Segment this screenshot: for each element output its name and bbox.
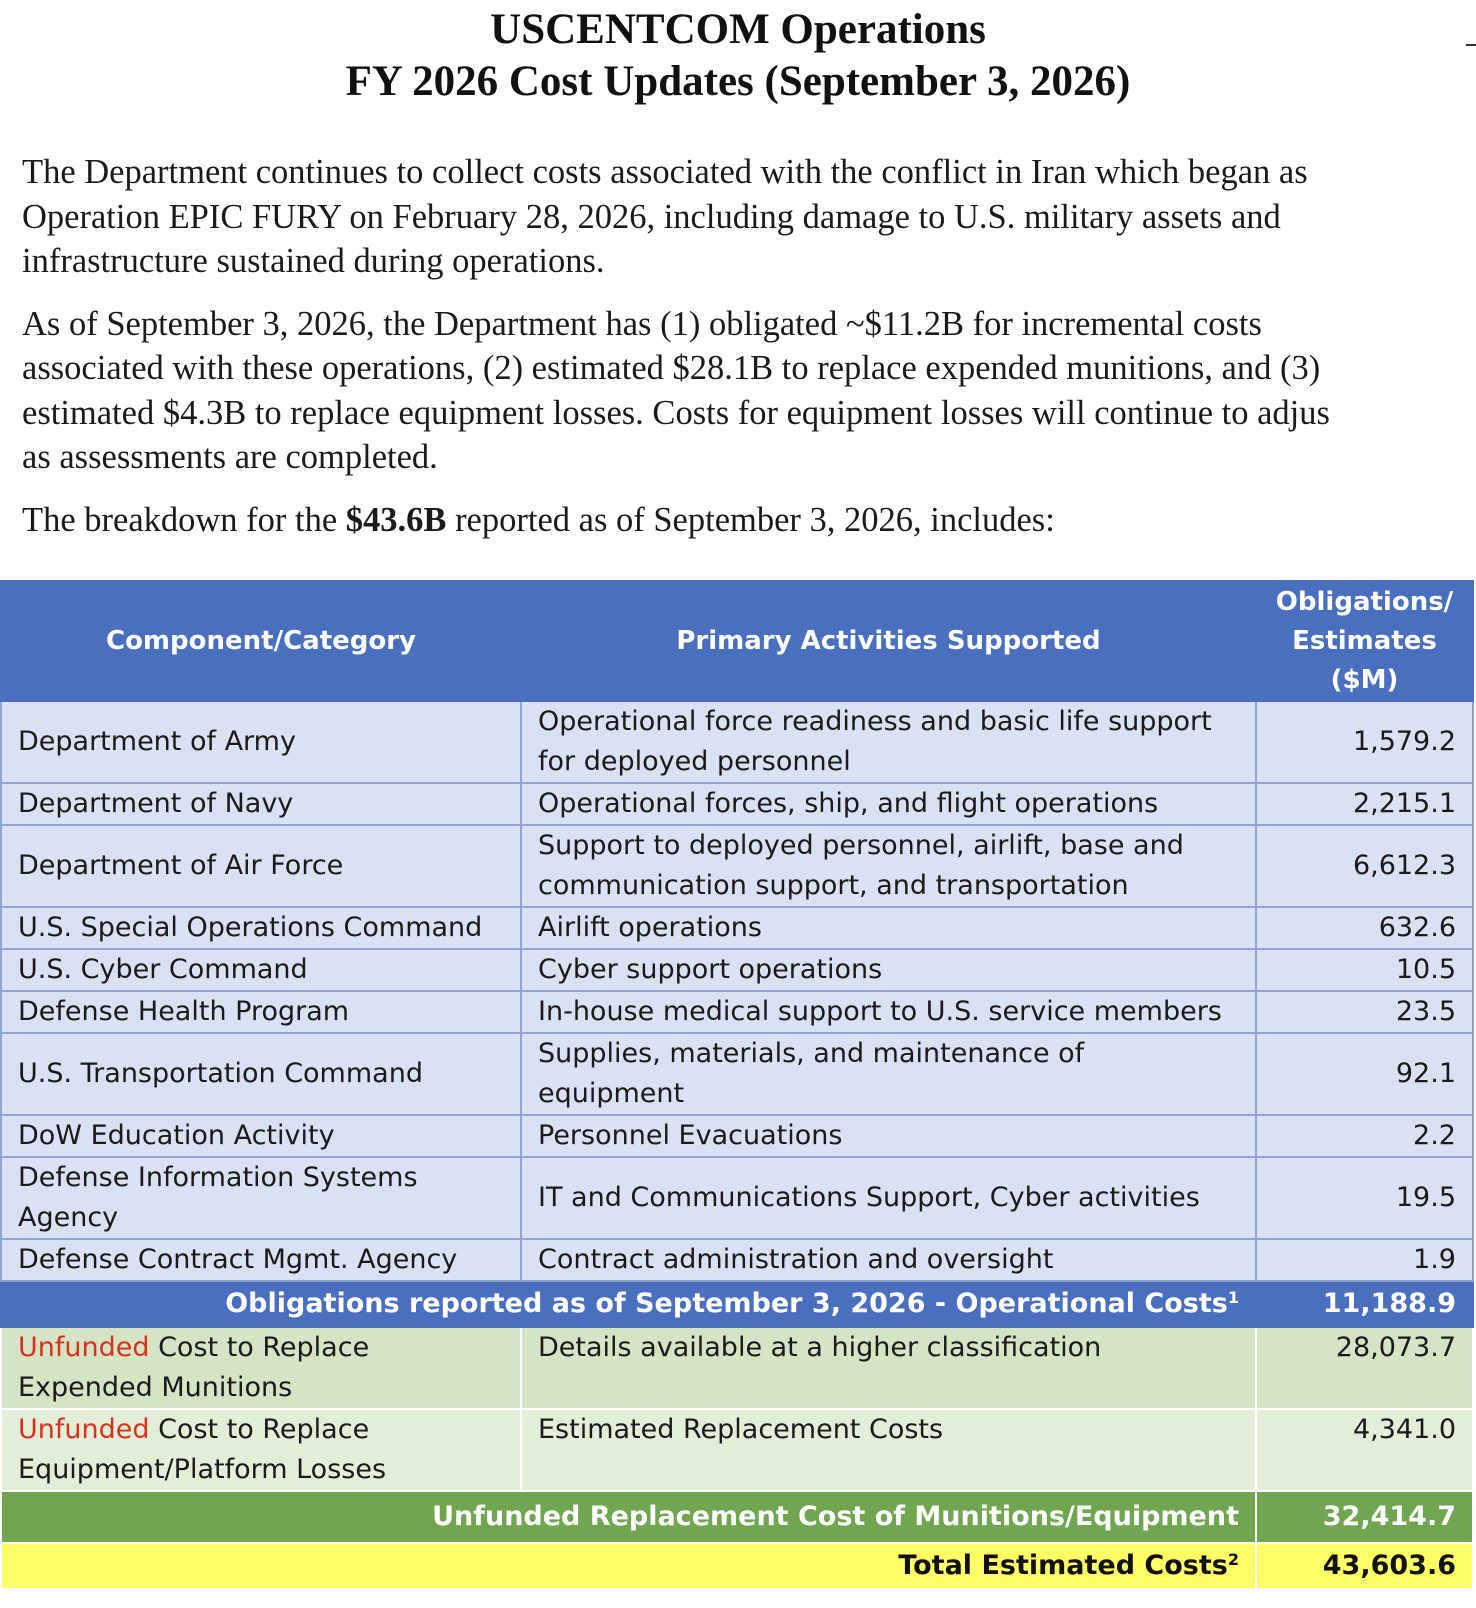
activities-cell: In-house medical support to U.S. service members	[521, 991, 1256, 1033]
component-cell: U.S. Special Operations Command	[1, 907, 521, 949]
activities-line: Supplies, materials, and maintenance of	[538, 1038, 1085, 1069]
body-text	[22, 150, 1472, 542]
status-line: as assessments are completed.	[22, 438, 438, 476]
amount-cell: 1.9	[1256, 1239, 1473, 1281]
activities-cell: Airlift operations	[521, 907, 1256, 949]
intro-line: Operation EPIC FURY on February 28, 2026, including damage to U.S. military assets and	[22, 197, 1281, 236]
intro-line: The Department continues to collect costs associated with the conflict in Iran which began as	[22, 153, 1308, 191]
header-amount-line: Obligations/	[1275, 586, 1454, 617]
amount-cell: 19.5	[1256, 1157, 1473, 1239]
unfunded-total-label: Unfunded Replacement Cost of Munitions/Equipment	[1, 1491, 1256, 1543]
grand-total-row	[1, 1543, 1473, 1589]
breakdown-total: $43.6B	[345, 500, 447, 539]
unfunded-flag: Unfunded	[18, 1414, 150, 1445]
component-line: Agency	[18, 1202, 119, 1233]
footnote-marker: 1	[1227, 1288, 1239, 1307]
component-cell: Defense Health Program	[1, 991, 521, 1033]
activities-cell: IT and Communications Support, Cyber activities	[521, 1157, 1256, 1239]
table-row	[1, 949, 1473, 991]
unfunded-component-cell	[1, 1409, 521, 1491]
unfunded-row	[1, 1327, 1473, 1409]
activities-cell: Cyber support operations	[521, 949, 1256, 991]
table-row	[1, 1239, 1473, 1281]
unfunded-amount-cell: 28,073.7	[1256, 1327, 1473, 1409]
header-component: Component/Category	[1, 581, 521, 701]
intro-paragraph	[22, 150, 1472, 284]
amount-cell: 2,215.1	[1256, 783, 1473, 825]
footnote-marker: 2	[1227, 1550, 1239, 1569]
activities-cell: Contract administration and oversight	[521, 1239, 1256, 1281]
grand-total-label	[1, 1543, 1256, 1589]
unfunded-activities-cell: Estimated Replacement Costs	[521, 1409, 1256, 1491]
activities-line: Support to deployed personnel, airlift, base and	[538, 830, 1184, 861]
unfunded-label: Cost to Replace	[149, 1414, 370, 1445]
amount-cell: 2.2	[1256, 1115, 1473, 1157]
unfunded-total-row	[1, 1491, 1473, 1543]
table-row	[1, 825, 1473, 907]
activities-cell	[521, 825, 1256, 907]
status-paragraph	[22, 302, 1472, 480]
subtotal-label-text: Obligations reported as of September 3, 2026 - Operational Costs	[225, 1288, 1228, 1319]
title-line-1: USCENTCOM Operations	[490, 6, 986, 53]
header-activities: Primary Activities Supported	[521, 581, 1256, 701]
table-row	[1, 701, 1473, 783]
amount-cell: 1,579.2	[1256, 701, 1473, 783]
table-row	[1, 783, 1473, 825]
header-amount	[1256, 581, 1473, 701]
document-title	[0, 4, 1476, 108]
amount-cell: 10.5	[1256, 949, 1473, 991]
subtotal-label	[1, 1281, 1256, 1327]
component-cell: Department of Air Force	[1, 825, 521, 907]
subtotal-amount: 11,188.9	[1256, 1281, 1473, 1327]
status-line: estimated $4.3B to replace equipment losses. Costs for equipment losses will continue to adjus	[22, 393, 1330, 432]
table-row	[1, 1115, 1473, 1157]
component-line: Defense Information Systems	[18, 1162, 418, 1193]
activities-line: communication support, and transportation	[538, 870, 1129, 901]
amount-cell: 632.6	[1256, 907, 1473, 949]
activities-cell	[521, 1033, 1256, 1115]
component-cell: Defense Contract Mgmt. Agency	[1, 1239, 521, 1281]
component-cell: U.S. Cyber Command	[1, 949, 521, 991]
component-cell: U.S. Transportation Command	[1, 1033, 521, 1115]
page-edge-mark	[1466, 44, 1476, 46]
status-line: associated with these operations, (2) estimated $28.1B to replace expended munitions, and (3)	[22, 349, 1321, 387]
component-cell: DoW Education Activity	[1, 1115, 521, 1157]
unfunded-label: Cost to Replace	[149, 1332, 370, 1363]
activities-cell	[521, 701, 1256, 783]
component-cell: Department of Army	[1, 701, 521, 783]
amount-cell: 92.1	[1256, 1033, 1473, 1115]
activities-line: for deployed personnel	[538, 746, 851, 777]
unfunded-row	[1, 1409, 1473, 1491]
amount-cell: 6,612.3	[1256, 825, 1473, 907]
grand-total-amount: 43,603.6	[1256, 1543, 1473, 1589]
title-line-2: FY 2026 Cost Updates (September 3, 2026)	[345, 58, 1131, 105]
unfunded-label-line2: Expended Munitions	[18, 1372, 293, 1403]
header-amount-line: ($M)	[1330, 664, 1399, 695]
unfunded-activities-cell: Details available at a higher classification	[521, 1327, 1256, 1409]
component-cell	[1, 1157, 521, 1239]
breakdown-prefix: The breakdown for the	[22, 500, 346, 539]
activities-cell: Operational forces, ship, and flight operations	[521, 783, 1256, 825]
component-cell: Department of Navy	[1, 783, 521, 825]
status-line: As of September 3, 2026, the Department has (1) obligated ~$11.2B for incremental costs	[22, 304, 1262, 343]
grand-total-label-text: Total Estimated Costs	[898, 1550, 1228, 1581]
unfunded-component-cell	[1, 1327, 521, 1409]
unfunded-label-line2: Equipment/Platform Losses	[18, 1454, 387, 1485]
table-row	[1, 991, 1473, 1033]
unfunded-flag: Unfunded	[18, 1332, 150, 1363]
activities-cell: Personnel Evacuations	[521, 1115, 1256, 1157]
intro-line: infrastructure sustained during operations.	[22, 242, 605, 280]
cost-table	[0, 580, 1474, 1590]
table-header-row	[1, 581, 1473, 701]
amount-cell: 23.5	[1256, 991, 1473, 1033]
table-row	[1, 1157, 1473, 1239]
breakdown-suffix: reported as of September 3, 2026, includes:	[446, 500, 1055, 539]
activities-line: equipment	[538, 1078, 685, 1109]
header-amount-line: Estimates	[1292, 625, 1437, 656]
operational-subtotal-row	[1, 1281, 1473, 1327]
table-row	[1, 1033, 1473, 1115]
unfunded-amount-cell: 4,341.0	[1256, 1409, 1473, 1491]
unfunded-total-amount: 32,414.7	[1256, 1491, 1473, 1543]
activities-line: Operational force readiness and basic life support	[538, 706, 1212, 737]
breakdown-paragraph	[22, 498, 1472, 543]
table-row	[1, 907, 1473, 949]
